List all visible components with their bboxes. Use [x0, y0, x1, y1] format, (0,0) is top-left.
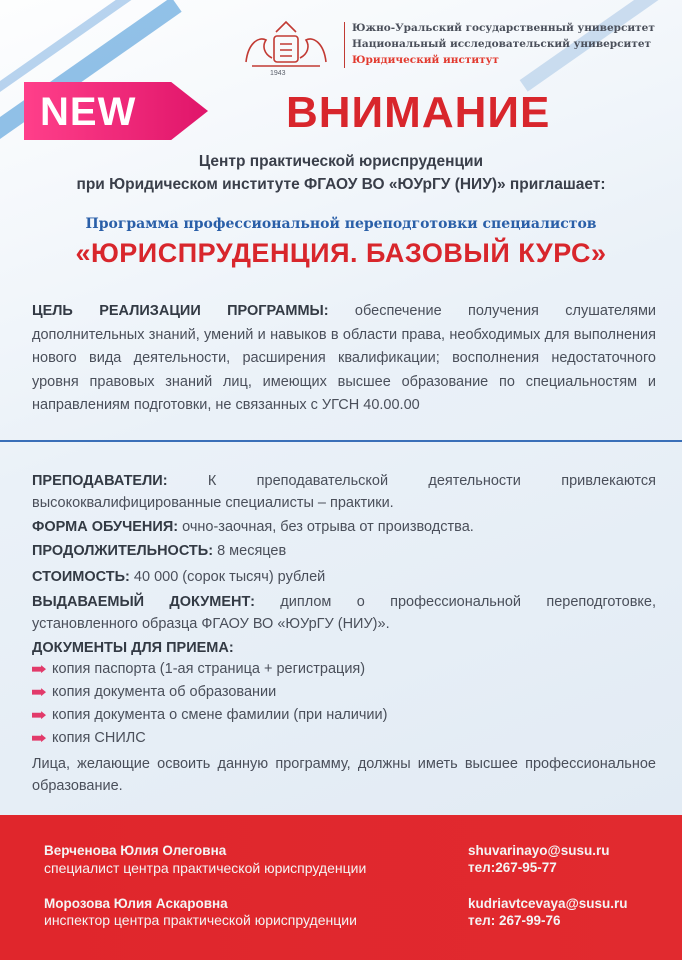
teachers-label: ПРЕПОДАВАТЕЛИ: [32, 473, 168, 489]
arrow-right-icon [32, 711, 46, 719]
contacts-footer [0, 815, 682, 960]
logo-year: 1943 [270, 70, 286, 77]
teachers-paragraph [32, 470, 656, 514]
header-divider [344, 22, 345, 68]
cost-text: 40 000 (сорок тысяч) рублей [133, 569, 326, 585]
contact-email[interactable]: shuvarinayo@susu.ru [468, 843, 610, 858]
duration-text: 8 месяцев [217, 543, 287, 559]
university-line-2: Национальный исследовательский университет [352, 38, 652, 50]
intro-line-2: при Юридическом институте ФГАОУ ВО «ЮУрГУ (НИУ)» приглашает: [76, 176, 606, 193]
program-title: «ЮРИСПРУДЕНЦИЯ. БАЗОВЫЙ КУРС» [75, 238, 607, 268]
university-line-1: Южно-Уральский государственный университет [352, 22, 655, 34]
goal-paragraph [32, 300, 656, 418]
duration-row [32, 540, 656, 562]
duration-label: ПРОДОЛЖИТЕЛЬНОСТЬ: [32, 543, 214, 559]
admission-heading [32, 637, 656, 659]
program-subtitle: Программа профессиональной переподготовки специалистов [85, 216, 597, 232]
admission-label: ДОКУМЕНТЫ ДЛЯ ПРИЕМА: [32, 640, 234, 656]
cost-label: СТОИМОСТЬ: [32, 569, 130, 585]
teachers-text: К преподавательской деятельности привлекаются высококвалифицированные специалисты – практики. [32, 473, 656, 511]
university-crest-icon [236, 14, 336, 78]
contact-phone[interactable]: тел: 267-99-76 [468, 913, 561, 928]
document-text: диплом о профессиональной переподготовке, установленного образца ФГАОУ ВО «ЮУрГУ (НИУ)». [32, 594, 657, 632]
document-label: ВЫДАВАЕМЫЙ ДОКУМЕНТ: [32, 594, 255, 610]
contact-phone[interactable]: тел:267-95-77 [468, 860, 557, 875]
form-row [32, 516, 656, 538]
arrow-right-icon [32, 665, 46, 673]
cost-row [32, 566, 656, 588]
intro-line-1: Центр практической юриспруденции [198, 153, 484, 170]
form-text: очно-заочная, без отрыва от производства. [182, 519, 474, 535]
list-item: копия СНИЛС [32, 730, 146, 746]
section-divider [0, 440, 682, 442]
contact-role: инспектор центра практической юриспруденции [44, 912, 357, 928]
contact-role: специалист центра практической юриспруденции [44, 860, 367, 876]
arrow-right-icon [32, 688, 46, 696]
arrow-right-icon [32, 734, 46, 742]
document-paragraph [32, 591, 656, 635]
list-item: копия документа об образовании [32, 684, 276, 700]
list-item: копия документа о смене фамилии (при наличии) [32, 707, 387, 723]
contact-name: Верченова Юлия Олеговна [44, 843, 227, 858]
contact-name: Морозова Юлия Аскаровна [44, 896, 228, 911]
requirement-paragraph: Лица, желающие освоить данную программу, должны иметь высшее профессиональное образование. [32, 756, 656, 794]
goal-text: обеспечение получения слушателями дополнительных знаний, умений и навыков в области права, необходимых для выполнения нового вида деятельности, расширения квалификации; восполнения недостаточного уровня правовых знаний лиц, имеющих высшее образование по специальностям и направлениям подготовки, не связанных с УГСН 40.00.00 [32, 303, 657, 413]
contact-email[interactable]: kudriavtcevaya@susu.ru [468, 896, 628, 911]
attention-heading: ВНИМАНИЕ [286, 88, 551, 137]
list-item: копия паспорта (1-ая страница + регистрация) [32, 661, 365, 677]
institute-name: Юридический институт [352, 54, 499, 66]
new-badge-label: NEW [40, 90, 137, 134]
new-badge [0, 82, 208, 140]
university-name [352, 20, 655, 68]
goal-label: ЦЕЛЬ РЕАЛИЗАЦИИ ПРОГРАММЫ: [32, 303, 329, 319]
form-label: ФОРМА ОБУЧЕНИЯ: [32, 519, 179, 535]
